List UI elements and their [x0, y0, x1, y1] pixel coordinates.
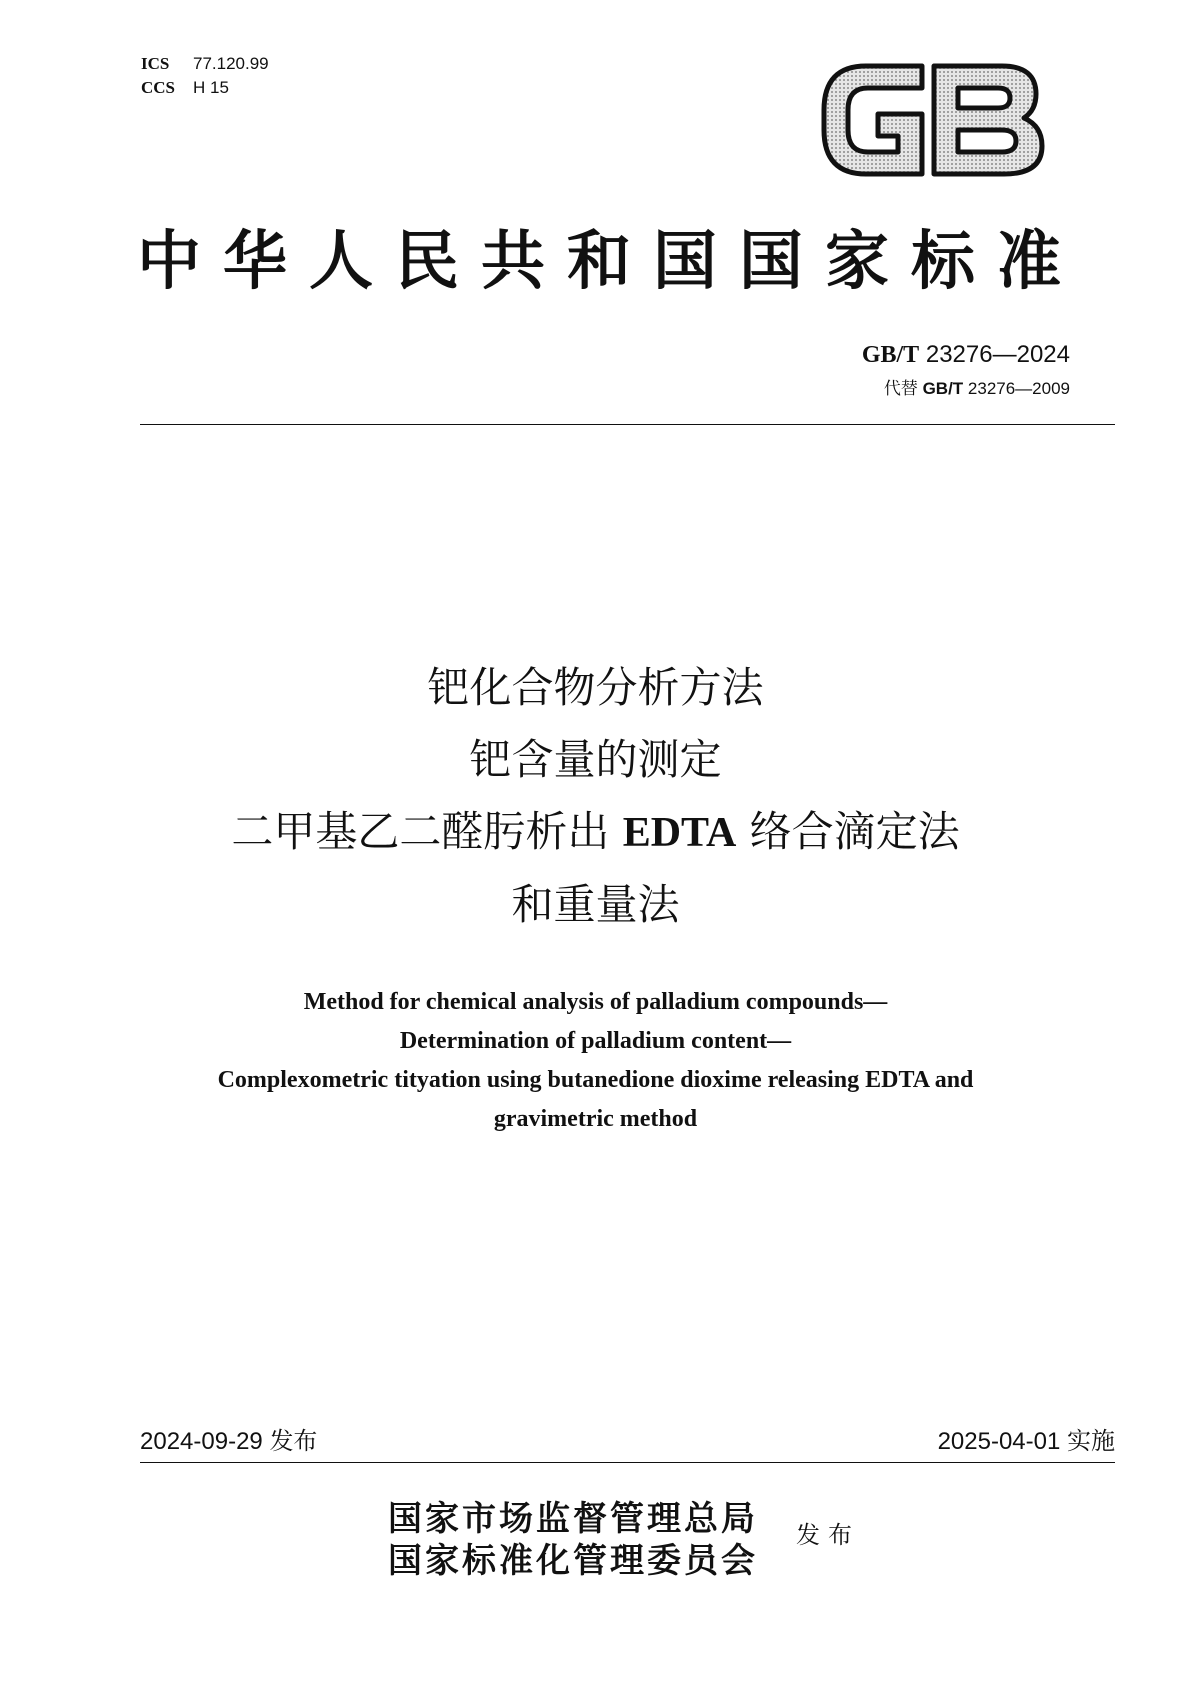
classification-codes — [141, 52, 269, 100]
standard-prefix: GB/T — [861, 342, 920, 368]
ccs-row — [141, 76, 269, 100]
chinese-title-line-3 — [0, 796, 1191, 869]
issuer-sac: 国家标准化管理委员会 — [388, 1541, 758, 1581]
standard-number — [862, 340, 1070, 370]
chinese-title-line-2: 钯含量的测定 — [469, 735, 722, 784]
ics-value: 77.120.99 — [193, 54, 269, 73]
issue-date-label: 发布 — [269, 1428, 318, 1455]
chinese-title-line-4: 和重量法 — [511, 880, 680, 929]
english-title-line-3: Complexometric tityation using butanedione dioxime releasing EDTA and — [217, 1067, 974, 1093]
english-title — [0, 983, 1191, 1139]
ccs-label: CCS — [141, 78, 176, 97]
bottom-divider — [140, 1462, 1115, 1463]
replaces-standard — [884, 377, 1070, 401]
ccs-value: H 15 — [193, 78, 229, 97]
english-title-line-2: Determination of palladium content— — [399, 1028, 792, 1054]
top-divider — [140, 424, 1115, 425]
english-title-line-4: gravimetric method — [493, 1106, 698, 1132]
gb-logo-icon — [818, 58, 1048, 182]
replaces-number: 23276—2009 — [967, 379, 1070, 398]
release-label: 发布 — [796, 1521, 860, 1549]
ics-row — [141, 52, 269, 76]
chinese-title-line-3-part-a: 二甲基乙二醛肟析出 — [231, 807, 610, 856]
standard-number-value: 23276—2024 — [925, 341, 1070, 368]
chinese-title-line-3-part-b: 络合滴定法 — [749, 807, 960, 856]
issue-date-value: 2024-09-29 — [140, 1428, 263, 1455]
national-standard-title: 中华人民共和国国家标准 — [137, 224, 1083, 299]
issuing-organizations — [388, 1498, 758, 1582]
implementation-date-label: 实施 — [1067, 1428, 1115, 1455]
issuer-samr: 国家市场监督管理总局 — [388, 1499, 758, 1539]
issue-date — [140, 1427, 317, 1457]
replaces-prefix: GB/T — [922, 379, 964, 398]
chinese-title-line-1: 钯化合物分析方法 — [427, 663, 764, 712]
chinese-title-line-3-edta: EDTA — [622, 810, 737, 856]
english-title-line-1: Method for chemical analysis of palladium compounds— — [303, 989, 888, 1015]
ics-label: ICS — [141, 54, 170, 73]
replaces-label: 代替 — [883, 379, 918, 398]
implementation-date-value: 2025-04-01 — [937, 1428, 1061, 1455]
implementation-date — [938, 1427, 1115, 1457]
chinese-title — [0, 652, 1191, 941]
